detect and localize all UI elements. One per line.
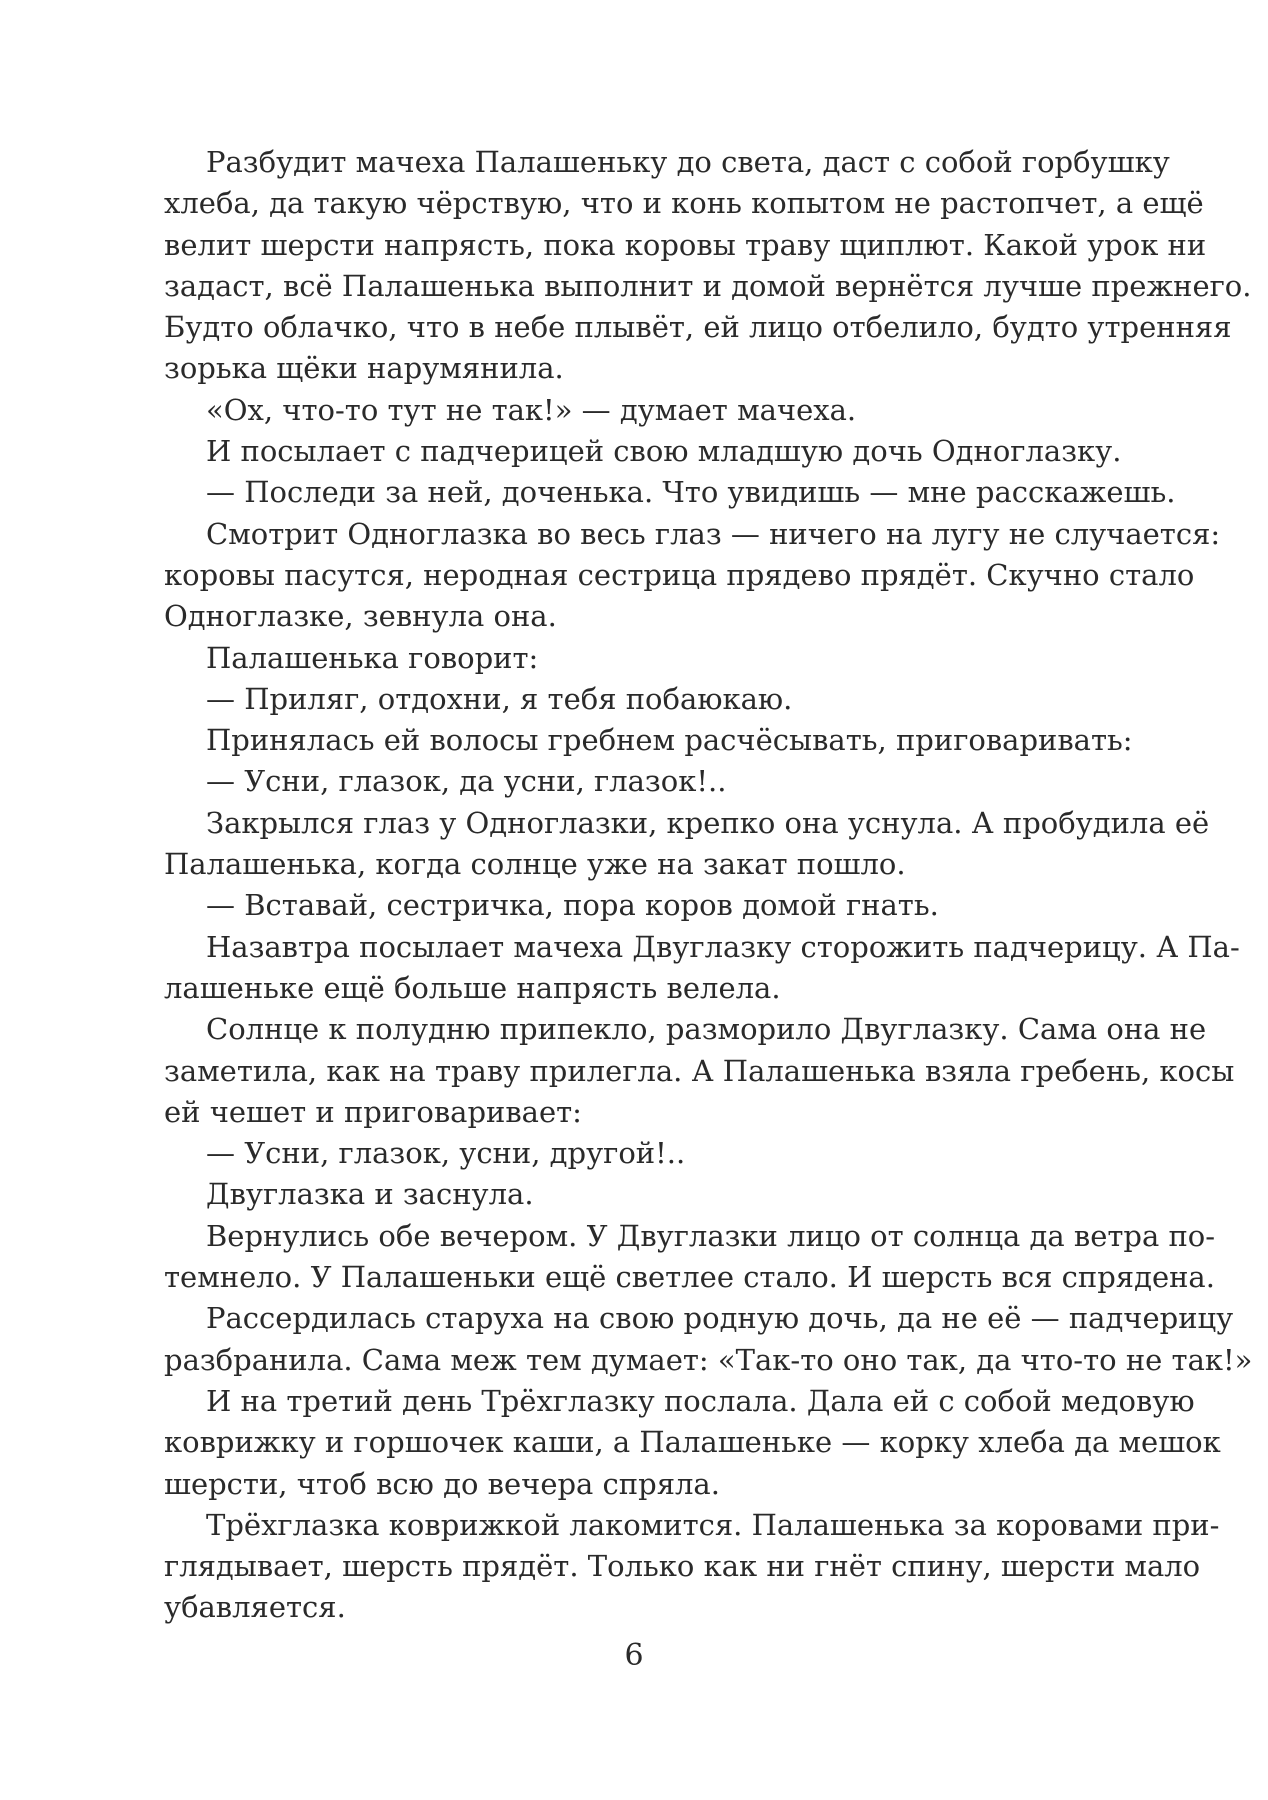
text-line: лашеньке ещё больше напрясть велела. (164, 970, 781, 1005)
text-line: заметила, как на траву прилегла. А Палашенька взяла гребень, косы (164, 1053, 1235, 1088)
text-line: убавляется. (164, 1590, 346, 1625)
text-line: шерсти, чтоб всю до вечера спряла. (164, 1466, 720, 1501)
text-line: Рассердилась старуха на свою родную дочь, да не её — падчерицу (206, 1301, 1234, 1336)
text-line: Принялась ей волосы гребнем расчёсывать, приговаривать: (206, 723, 1133, 758)
text-line: И посылает с падчерицей свою младшую дочь Одноглазку. (206, 434, 1122, 469)
text-line: Вернулись обе вечером. У Двуглазки лицо от солнца да ветра по- (206, 1218, 1216, 1253)
text-line: хлеба, да такую чёрствую, что и конь копытом не растопчет, а ещё (164, 186, 1204, 221)
text-line: — Вставай, сестричка, пора коров домой гнать. (206, 888, 939, 923)
text-line: — Усни, глазок, да усни, глазок!.. (206, 764, 727, 799)
text-line: — Приляг, отдохни, я тебя побаюкаю. (206, 681, 793, 716)
text-line: коврижку и горшочек каши, а Палашеньке — корку хлеба да мешок (164, 1425, 1221, 1460)
text-line: Палашенька, когда солнце уже на закат пошло. (164, 847, 906, 882)
text-line: — Усни, глазок, усни, другой!.. (206, 1136, 686, 1171)
page-number: 6 (624, 1638, 644, 1673)
text-line: Одноглазке, зевнула она. (164, 599, 557, 634)
text-line: Закрылся глаз у Одноглазки, крепко она уснула. А пробудила её (206, 805, 1210, 840)
text-line: «Ох, что-то тут не так!» — думает мачеха. (206, 392, 857, 427)
text-line: Трёхглазка коврижкой лакомится. Палашенька за коровами при- (206, 1507, 1220, 1542)
text-line: Смотрит Одноглазка во весь глаз — ничего на лугу не случается: (206, 516, 1221, 551)
text-line: темнело. У Палашеньки ещё светлее стало. И шерсть вся спрядена. (164, 1260, 1215, 1295)
text-line: Двуглазка и заснула. (206, 1177, 534, 1212)
text-line: глядывает, шерсть прядёт. Только как ни гнёт спину, шерсти мало (164, 1549, 1201, 1584)
text-line: разбранила. Сама меж тем думает: «Так-то оно так, да что-то не так!» (164, 1342, 1253, 1377)
text-line: задаст, всё Палашенька выполнит и домой вернётся лучше прежнего. (164, 268, 1252, 303)
text-line: Солнце к полудню припекло, разморило Двуглазку. Сама она не (206, 1012, 1207, 1047)
text-line: Назавтра посылает мачеха Двуглазку сторожить падчерицу. А Па- (206, 929, 1240, 964)
text-line: И на третий день Трёхглазку послала. Дала ей с собой медовую (206, 1383, 1195, 1418)
text-line: ей чешет и приговаривает: (164, 1094, 582, 1129)
text-line: велит шерсти напрясть, пока коровы траву щиплют. Какой урок ни (164, 227, 1207, 262)
text-line: Разбудит мачеха Палашеньку до света, даст с собой горбушку (206, 145, 1170, 179)
body-text (164, 142, 1253, 1629)
text-line: — Последи за ней, доченька. Что увидишь — мне расскажешь. (206, 475, 1176, 510)
text-line: коровы пасутся, неродная сестрица прядево прядёт. Скучно стало (164, 557, 1195, 592)
text-line: зорька щёки нарумянила. (164, 351, 564, 386)
text-line: Будто облачко, что в небе плывёт, ей лицо отбелило, будто утренняя (164, 310, 1232, 345)
text-line: Палашенька говорит: (206, 640, 539, 675)
